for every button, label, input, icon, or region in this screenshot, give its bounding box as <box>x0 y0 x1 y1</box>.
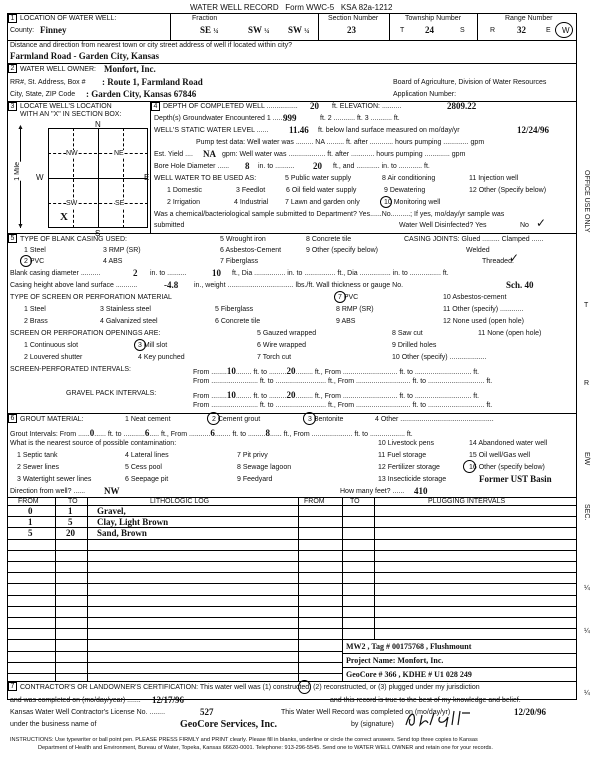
casing-option-4[interactable]: 4 ABS <box>103 258 123 265</box>
use-label: WELL WATER TO BE USED AS: <box>154 175 257 182</box>
grout-option-2-selected[interactable]: 2 Cement grout <box>212 416 261 423</box>
office-use-only-label: OFFICE USE ONLY <box>583 170 590 233</box>
locate-label-1: LOCATE WELL'S LOCATION <box>20 103 112 110</box>
casing-joints: CASING JOINTS: Glued ......... Clamped ...... <box>404 236 544 243</box>
distance-label: Distance and direction from nearest town or city street address of well if located within city? <box>10 42 293 49</box>
compass-s: S <box>95 229 101 238</box>
use-option-1[interactable]: 1 Domestic <box>167 187 203 194</box>
log-header-lithologic: LITHOLOGIC LOG <box>150 498 210 505</box>
disinfected-label: Water Well Disinfected? Yes <box>399 222 487 229</box>
static-level-value: 11.46 <box>289 125 309 135</box>
certification-line-1: CONTRACTOR'S OR LANDOWNER'S CERTIFICATION: This water well was (1) constructed, (2) reconstructed, or (3) plugged under my jurisdiction <box>20 684 480 691</box>
opening-option-11[interactable]: 11 None (open hole) <box>478 330 542 337</box>
log-row-2-lithology: Clay, Light Brown <box>97 517 169 527</box>
blank-diameter-value: 2 <box>133 268 138 278</box>
quadrant-sw: SW <box>66 200 78 207</box>
screen-7-circle <box>334 291 346 303</box>
how-many-feet-label: How many feet? ...... <box>340 488 405 495</box>
log-grid-line <box>7 561 577 562</box>
log-row-2-from: 1 <box>28 517 33 527</box>
range-w-circled: W <box>562 26 570 35</box>
screen-option-4[interactable]: 4 Galvanized steel <box>100 318 158 325</box>
screen-intervals-label: SCREEN-PERFORATED INTERVALS: <box>10 366 131 373</box>
use-option-3[interactable]: 3 Feedlot <box>236 187 266 194</box>
screen-type-label: TYPE OF SCREEN OR PERFORATION MATERIAL <box>10 294 172 301</box>
section-number-label: Section Number <box>328 15 379 22</box>
log-row-1-from: 0 <box>28 506 33 516</box>
use-option-8[interactable]: 8 Air conditioning <box>382 175 436 182</box>
opening-option-3-selected[interactable]: 3 Mill slot <box>138 342 168 349</box>
static-level-label: WELL'S STATIC WATER LEVEL ...... <box>154 127 269 134</box>
how-many-feet-value: 410 <box>414 486 428 496</box>
disinfected-no[interactable]: No <box>520 222 529 229</box>
blank-rest: ft., Dia ................ in. to ................ ft., Dia ................ in. to ................ ft. <box>232 270 449 277</box>
quadrant-ne: NE <box>114 150 124 157</box>
compass-n: N <box>95 120 101 129</box>
license-label: Kansas Water Well Contractor's License No. ........ <box>10 709 166 716</box>
distance-value: Farmland Road - Garden City, Kansas <box>10 51 160 61</box>
groundwater-value: 999 <box>283 113 297 123</box>
casing-height-label: Casing height above land surface ........... <box>10 282 138 289</box>
use-option-4[interactable]: 4 Industrial <box>234 199 269 206</box>
grout-2-circle <box>207 412 220 425</box>
note-grid-line <box>342 667 577 668</box>
one-mile-label: 1 Mile <box>14 162 21 181</box>
contam-option-7[interactable]: 7 Pit privy <box>237 452 268 459</box>
completed-label: and was completed on (mo/day/year) ....... <box>10 697 141 704</box>
note-grid-line <box>342 653 577 654</box>
bore-label: Bore Hole Diameter ...... <box>154 163 230 170</box>
screen-interval-row-1: From ........10........ ft. to .........20......... ft., From ............................ ft. to ............................. ft. <box>193 366 480 376</box>
range-e: E <box>546 27 551 34</box>
opening-option-1[interactable]: 1 Continuous slot <box>24 342 79 349</box>
opening-option-2[interactable]: 2 Louvered shutter <box>24 354 83 361</box>
gravel-pack-label: GRAVEL PACK INTERVALS: <box>66 390 157 397</box>
opening-option-7[interactable]: 7 Torch cut <box>257 354 292 361</box>
screen-option-12[interactable]: 12 None used (open hole) <box>443 318 524 325</box>
groundwater-rest: ft. 2 ........... ft. 3 ........... ft. <box>320 115 400 122</box>
contamination-other-value: Former UST Basin <box>479 474 552 484</box>
use-option-11[interactable]: 11 Injection well <box>469 175 519 182</box>
contam-option-3[interactable]: 3 Watertight sewer lines <box>17 476 92 483</box>
pump-test-line: Pump test data: Well water was ......... NA ......... ft. after ............ hours pumping ............. gpm <box>196 139 485 146</box>
business-name-value: GeoCore Services, Inc. <box>180 719 278 730</box>
owner-value: Monfort, Inc. <box>104 64 156 74</box>
township-value: 24 <box>425 25 434 35</box>
quadrant-nw: NW <box>66 150 78 157</box>
blank-mid: in. to .......... <box>150 270 187 277</box>
direction-label: Direction from well? ...... <box>10 488 86 495</box>
opening-option-8[interactable]: 8 Saw cut <box>392 330 423 337</box>
range-value: 32 <box>517 25 526 35</box>
casing-option-6[interactable]: 6 Asbestos-Cement <box>220 247 282 254</box>
casing-option-7[interactable]: 7 Fiberglass <box>220 258 259 265</box>
casing-option-9[interactable]: 9 Other (specify below) <box>306 247 378 254</box>
gravel-interval-row-1: From ........10........ ft. to .........20......... ft., From ............................ ft. to ............................. ft. <box>193 390 480 400</box>
log-grid-line <box>7 550 577 551</box>
section-2-number: 2 <box>8 64 17 73</box>
section-3-number: 3 <box>8 102 17 111</box>
log-header-plugging: PLUGGING INTERVALS <box>428 498 506 505</box>
compass-w: W <box>36 173 44 182</box>
section-1-number: 1 <box>8 14 17 23</box>
log-row-1-to: 1 <box>68 506 73 516</box>
mile-arrow-down-icon: ▼ <box>17 223 24 230</box>
contam-option-14[interactable]: 14 Abandoned water well <box>469 440 548 447</box>
yield-label: Est. Yield .... <box>154 151 193 158</box>
office-t-label: T <box>584 302 589 309</box>
city-value: : Garden City, Kansas 67846 <box>86 89 197 99</box>
locate-label-2: WITH AN "X" IN SECTION BOX: <box>20 111 122 118</box>
yield-value: NA <box>203 149 216 159</box>
record-completed-label: This Water Well Record was completed on (mo/day/yr) <box>281 709 451 716</box>
log-header-to: TO <box>68 498 78 505</box>
submitted-label: submitted <box>154 222 185 229</box>
use-10-circle <box>380 196 392 208</box>
township-s: S <box>460 27 465 34</box>
instructions-line-2: Department of Health and Environment, Bureau of Water, Topeka, Kansas 66620-0001. Telephone: 913-296-5545. Send one to WATER WELL OWNER and retain one for your records. <box>38 745 493 751</box>
opening-option-4[interactable]: 4 Key punched <box>138 354 185 361</box>
range-w-circle <box>555 22 573 38</box>
fraction-label: Fraction <box>192 15 218 22</box>
use-option-5[interactable]: 5 Public water supply <box>285 175 352 182</box>
grout-intervals-row: Grout Intervals: From ......0...... ft. to ...........6..... ft., From ...........6........ ft. to .........8...... ft., From ..................... ft. to .................. ft. <box>10 428 413 438</box>
geocore-kdhe-note: GeoCore # 366 , KDHE # U1 028 249 <box>346 670 472 679</box>
opening-3-circle <box>134 339 146 351</box>
compass-e: E <box>144 173 150 182</box>
log-grid-line <box>7 673 342 674</box>
screen-option-6[interactable]: 6 Concrete tile <box>215 318 261 325</box>
use-option-10-selected[interactable]: 10 Monitoring well <box>384 199 441 206</box>
screen-interval-row-2: From ........................ ft. to .......................... ft., From ............................ ft. to ............................. ft. <box>193 378 493 385</box>
use-option-2[interactable]: 2 Irrigation <box>167 199 201 206</box>
gauge-value: Sch. 40 <box>506 280 534 290</box>
township-label: Township Number <box>405 15 462 22</box>
groundwater-label: Depth(s) Groundwater Encountered 1 ........ <box>154 115 289 122</box>
contam-option-6[interactable]: 6 Seepage pit <box>125 476 169 483</box>
license-value: 527 <box>200 707 214 717</box>
section-7-number: 7 <box>8 682 17 691</box>
bore-diameter-value: 8 <box>245 161 250 171</box>
casing-welded[interactable]: Welded <box>466 247 490 254</box>
office-quarter-3: ¼ <box>584 690 590 697</box>
log-grid-line <box>7 583 577 584</box>
project-name-note: Project Name: Monfort, Inc. <box>346 656 444 665</box>
screen-option-9[interactable]: 9 ABS <box>336 318 356 325</box>
log-row-2-to: 5 <box>68 517 73 527</box>
fraction-q3: SW ¼ <box>288 25 310 35</box>
township-t: T <box>400 27 405 34</box>
screen-option-11[interactable]: 11 Other (specify) ............ <box>443 306 524 313</box>
contam-option-10[interactable]: 10 Livestock pens <box>378 440 435 447</box>
contamination-label: What is the nearest source of possible contamination: <box>10 440 177 447</box>
casing-threaded[interactable]: Threaded. <box>482 258 514 265</box>
section-number-value: 23 <box>347 25 356 35</box>
mile-arrow-up-icon: ▲ <box>17 124 24 131</box>
section-5-number: 5 <box>8 234 17 243</box>
address-label: RR#, St. Address, Box # <box>10 79 86 86</box>
openings-label: SCREEN OR PERFORATION OPENINGS ARE: <box>10 330 161 337</box>
log-grid-line <box>7 606 577 607</box>
log-grid-line <box>7 539 577 540</box>
blank-casing-label: TYPE OF BLANK CASING USED: <box>20 236 127 243</box>
log-grid-line <box>7 628 577 629</box>
grout-label: GROUT MATERIAL: <box>20 416 84 423</box>
owner-label: WATER WELL OWNER: <box>20 66 96 73</box>
log-grid-line <box>7 651 342 652</box>
well-location-x: X <box>60 211 68 223</box>
use-option-12[interactable]: 12 Other (Specify below) <box>469 187 547 194</box>
casing-option-5[interactable]: 5 Wrought iron <box>220 236 266 243</box>
contam-16-circle <box>463 460 476 473</box>
quadrant-se: SE <box>115 200 125 207</box>
bore-rest: ft., and ............ in. to ............ ft. <box>333 163 430 170</box>
depth-label: DEPTH OF COMPLETED WELL ................ <box>163 103 298 110</box>
depth-ft: ft. ELEVATION: .......... <box>332 103 402 110</box>
log-header-to-2: TO <box>350 498 360 505</box>
bore-depth-value: 20 <box>313 161 322 171</box>
blank-depth-value: 10 <box>212 268 221 278</box>
chemical-sample-label: Was a chemical/bacteriological sample submitted to Department? Yes......No..........; If yes, mo/day/yr sample was <box>154 211 505 218</box>
office-r-label: R <box>584 380 590 387</box>
opening-option-5[interactable]: 5 Gauzed wrapped <box>257 330 317 337</box>
log-grid-line <box>7 595 577 596</box>
contam-option-12[interactable]: 12 Fertilizer storage <box>378 464 440 471</box>
screen-option-1[interactable]: 1 Steel <box>24 306 46 313</box>
log-row-3-lithology: Sand, Brown <box>97 528 147 538</box>
casing-option-1[interactable]: 1 Steel <box>24 247 46 254</box>
signature-image <box>400 707 490 729</box>
direction-value: NW <box>104 486 120 496</box>
screen-option-10[interactable]: 10 Asbestos-cement <box>443 294 507 301</box>
log-grid-line <box>7 639 577 640</box>
log-grid-line <box>7 516 577 517</box>
static-level-date: 12/24/96 <box>517 125 550 135</box>
grout-option-4[interactable]: 4 Other ................................................ <box>375 416 494 423</box>
bore-mid: in. to .......... <box>258 163 295 170</box>
log-grid-line <box>7 527 577 528</box>
depth-value: 20 <box>310 101 319 111</box>
section-6-number: 6 <box>8 414 17 423</box>
yield-rest: gpm: Well water was ................... ft. after ............ hours pumping ............. gpm <box>222 151 466 158</box>
threaded-checkmark-icon: ✓ <box>509 251 520 265</box>
contam-option-15[interactable]: 15 Oil well/Gas well <box>469 452 531 459</box>
log-header-from-2: FROM <box>304 498 325 505</box>
use-option-9[interactable]: 9 Dewatering <box>384 187 426 194</box>
mw-tag-note: MW2 , Tag # 00175768 , Flushmount <box>346 642 472 651</box>
board-label: Board of Agriculture, Division of Water Resources <box>393 79 547 86</box>
office-sec-label: SEC. <box>583 504 590 521</box>
static-level-mid: ft. below land surface measured on mo/day/yr <box>318 127 460 134</box>
screen-option-3[interactable]: 3 Stainless steel <box>100 306 151 313</box>
screen-option-7-selected[interactable]: 7 PVC <box>338 294 359 301</box>
constructed-circle <box>298 680 311 694</box>
office-quarter-2: ¼ <box>584 628 590 635</box>
county-value: Finney <box>40 25 67 35</box>
casing-option-8[interactable]: 8 Concrete tile <box>306 236 352 243</box>
opening-option-9[interactable]: 9 Drilled holes <box>392 342 437 349</box>
log-grid-line <box>7 662 342 663</box>
contam-option-16-selected[interactable]: 16 Other (specify below) <box>469 464 545 471</box>
city-label: City, State, ZIP Code <box>10 91 76 98</box>
instructions-line-1: INSTRUCTIONS: Use typewriter or ball point pen. PLEASE PRESS FIRMLY and PRINT clearly. Please fill in blanks, underline or circle the correct answers. Send top three copies to Kansas <box>10 737 478 743</box>
screen-option-5[interactable]: 5 Fiberglass <box>215 306 254 313</box>
contam-option-5[interactable]: 5 Cess pool <box>125 464 162 471</box>
contam-option-8[interactable]: 8 Sewage lagoon <box>237 464 292 471</box>
range-label: Range Number <box>505 15 553 22</box>
casing-option-2-selected[interactable]: 2 PVC <box>24 258 45 265</box>
completed-date: 12/17/96 <box>152 695 185 705</box>
application-number-label: Application Number: <box>393 91 457 98</box>
log-grid-line <box>7 572 577 573</box>
log-grid-line <box>7 617 577 618</box>
log-header-from: FROM <box>18 498 39 505</box>
fraction-q2: SW ¼ <box>248 25 270 35</box>
fraction-q1: SE ¼ <box>200 25 219 35</box>
grout-3-circle <box>303 412 316 425</box>
casing-height-mid: in., weight .................................. lbs./ft. Wall thickness or gauge No. <box>194 282 404 289</box>
section-4-number: 4 <box>151 102 160 111</box>
elevation-value: 2809.22 <box>447 101 477 111</box>
checkmark-icon: ✓ <box>536 216 547 230</box>
office-quarter-1: ¼ <box>584 585 590 592</box>
use-option-6[interactable]: 6 Oil field water supply <box>286 187 357 194</box>
signature-label: by (signature) <box>351 721 394 728</box>
log-grid-line <box>7 505 577 506</box>
screen-option-8[interactable]: 8 RMP (SR) <box>336 306 374 313</box>
contam-option-4[interactable]: 4 Lateral lines <box>125 452 169 459</box>
opening-option-10[interactable]: 10 Other (specify) ................... <box>392 354 487 361</box>
range-r: R <box>490 27 496 34</box>
screen-option-2[interactable]: 2 Brass <box>24 318 48 325</box>
contam-option-13[interactable]: 13 Insecticide storage <box>378 476 447 483</box>
grout-option-1[interactable]: 1 Neat cement <box>125 416 171 423</box>
contam-option-2[interactable]: 2 Sewer lines <box>17 464 60 471</box>
gravel-interval-row-2: From ........................ ft. to .......................... ft., From ............................ ft. to ............................. ft. <box>193 402 493 409</box>
office-ew-label: E/W <box>583 452 590 466</box>
contam-option-11[interactable]: 11 Fuel storage <box>378 452 427 459</box>
log-row-3-to: 20 <box>66 528 75 538</box>
county-label: County: <box>10 27 35 34</box>
record-completed-date: 12/20/96 <box>514 707 547 717</box>
use-option-7[interactable]: 7 Lawn and garden only <box>285 199 360 206</box>
casing-option-3[interactable]: 3 RMP (SR) <box>103 247 141 254</box>
casing-2-circle <box>20 255 32 267</box>
certification-belief: and this record is true to the best of my knowledge and belief. <box>330 697 521 704</box>
contam-option-9[interactable]: 9 Feedyard <box>237 476 273 483</box>
log-row-1-lithology: Gravel, <box>97 506 126 516</box>
log-row-3-from: 5 <box>28 528 33 538</box>
address-value: : Route 1, Farmland Road <box>102 77 203 87</box>
blank-diameter-label: Blank casing diameter .......... <box>10 270 101 277</box>
grout-option-3-selected[interactable]: 3 Bentonite <box>308 416 344 423</box>
form-title: WATER WELL RECORD Form WWC-5 KSA 82a-1212 <box>190 3 393 12</box>
contam-option-1[interactable]: 1 Septic tank <box>17 452 58 459</box>
opening-option-6[interactable]: 6 Wire wrapped <box>257 342 307 349</box>
casing-height-value: -4.8 <box>164 280 179 290</box>
location-label: LOCATION OF WATER WELL: <box>20 15 117 22</box>
business-name-label: under the business name of <box>10 721 97 728</box>
